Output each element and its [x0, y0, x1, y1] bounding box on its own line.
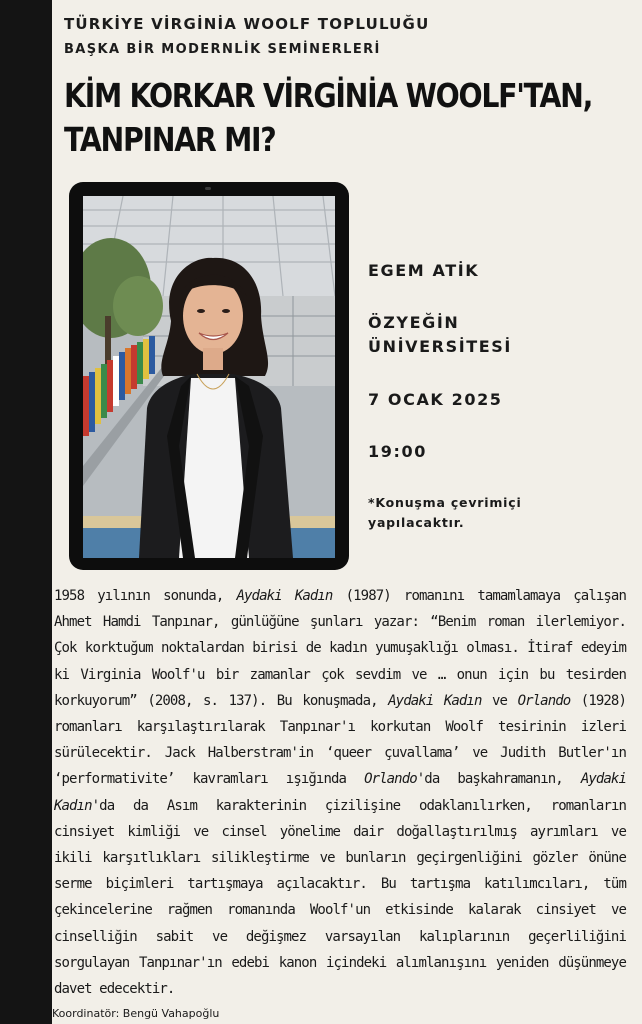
institution-line-2: ÜNİVERSİTESİ	[368, 337, 512, 356]
event-title	[64, 74, 624, 162]
institution-line-1: ÖZYEĞİN	[368, 313, 460, 332]
abstract-text: (1987) romanını tamamlamaya çalışan Ahmet Hamdi Tanpınar, günlüğüne şunları yazar: “Benim roman ilerlemiyor. Çok korktuğum noktalardan birisi de kadın yumuşaklığı olması. İtiraf edeyim ki Virginia Woolf'u bir zamanlar çok sevdim ve … onun için bu tesirden korkuyorum” (2008, s. 137). Bu konuşmada,	[54, 588, 626, 709]
event-date: 7 OCAK 2025	[368, 390, 503, 409]
speaker-institution	[368, 311, 568, 359]
speaker-photo	[83, 196, 335, 558]
note-line-1: *Konuşma çevrimiçi	[368, 495, 522, 510]
abstract-text: (1928) romanları karşılaştırılarak Tanpınar'ı korkutan Woolf tesirinin izleri sürülecektir. Jack Halberstram'in ‘queer çuvallama’ ve Judith Butler'ın ‘performativite’ kavramları ışığında	[54, 692, 626, 788]
coordinator-credit: Koordinatör: Bengü Vahapoğlu	[52, 1007, 220, 1020]
speaker-name: EGEM ATİK	[368, 261, 480, 280]
online-note	[368, 493, 568, 533]
organization-name: TÜRKİYE VİRGİNİA WOOLF TOPLULUĞU	[64, 15, 430, 33]
note-line-2: yapılacaktır.	[368, 515, 465, 530]
book-title-aydaki-kadin: Aydaki Kadın	[54, 771, 626, 814]
book-title-orlando: Orlando	[364, 771, 417, 788]
title-line-2: TANPINAR MI?	[64, 120, 276, 159]
abstract-paragraph	[54, 583, 626, 1002]
title-line-1: KİM KORKAR VİRGİNİA WOOLF'TAN,	[64, 76, 593, 115]
abstract-text: 'da da Asım karakterinin çizilişine odaklanılırken, romanların cinsiyet kimliği ve cinsel yönelime dair doğallaştırılmış ayrımları ve ikili karşıtlıkları silikleştirme ve bunların geçirgenliğini gözler önüne serme biçimleri tartışmaya açılacaktır. Bu tartışma katılımcıları, tüm çekincelerine rağmen romanında Woolf'un etkisinde kalarak cinsiyet ve cinselliğin sabit ve değişmez varsayılan kalıplarının geçerliliğini sorgulayan Tanpınar'ın edebi kanon içindeki alımlanışını yeniden düşünmeye davet edecektir.	[54, 797, 626, 998]
abstract-text: 1958 yılının sonunda,	[54, 588, 237, 604]
abstract-text: ve	[481, 692, 518, 709]
book-title-orlando: Orlando	[517, 692, 571, 709]
book-title-aydaki-kadin: Aydaki Kadın	[236, 588, 333, 604]
book-title-aydaki-kadin: Aydaki Kadın	[388, 692, 482, 709]
seminar-series-name: BAŞKA BİR MODERNLİK SEMİNERLERİ	[64, 42, 381, 57]
tablet-frame	[69, 182, 349, 570]
event-time: 19:00	[368, 442, 427, 461]
tablet-camera	[205, 187, 211, 190]
left-black-bar	[0, 0, 52, 1024]
abstract-text: 'da başkahramanın,	[416, 771, 581, 788]
